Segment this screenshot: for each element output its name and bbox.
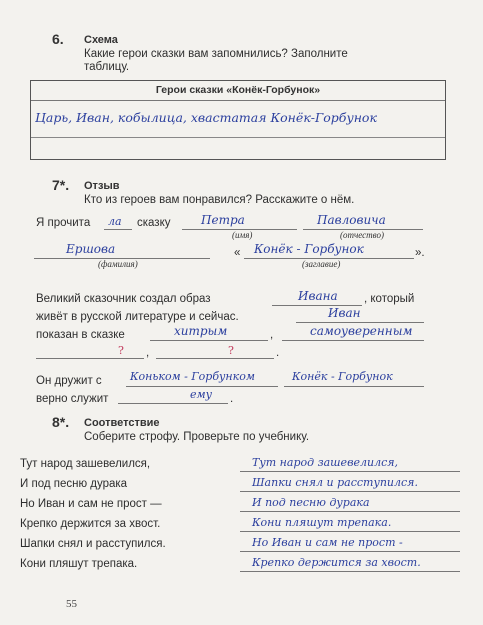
poem-line-4: Крепко держится за хвост. [20, 518, 161, 530]
exercise-6-task-line1: Какие герои сказки вам запомнились? Заполните [84, 48, 348, 60]
image-answer[interactable]: Ивана [298, 289, 338, 303]
first-name-answer[interactable]: Петра [201, 213, 245, 227]
table-row-line [31, 137, 445, 138]
answer-rule-1 [240, 471, 460, 472]
paragraph-line2: живёт в русской литературе и сейчас. [36, 311, 239, 323]
hero-answer[interactable]: Иван [328, 306, 361, 320]
poem-line-5: Шапки снял и расступился. [20, 538, 166, 550]
page-number: 55 [66, 598, 77, 610]
trait-period: . [276, 347, 280, 359]
trait-comma-2: , [146, 347, 150, 359]
read-ending-answer[interactable]: ла [108, 215, 122, 228]
answer-rule-5 [240, 551, 460, 552]
patronymic-answer[interactable]: Павловича [317, 213, 386, 227]
exercise-6-title: Схема [84, 34, 118, 46]
exercise-6-task-line2: таблицу. [84, 61, 130, 73]
friend-answer-2[interactable]: Конёк - Горбунок [292, 370, 393, 383]
patronymic-label: (отчество) [340, 230, 384, 240]
trait-line-4 [156, 358, 274, 359]
poem-line-3: Но Иван и сам не прост — [20, 498, 162, 510]
exercise-7-title: Отзыв [84, 180, 120, 192]
exercise-7-number: 7*. [52, 177, 70, 193]
paragraph-line1: Великий сказочник создал образ [36, 293, 211, 305]
heroes-table [30, 80, 446, 160]
friend-line-1 [126, 386, 278, 387]
question-mark-2: ? [228, 344, 234, 357]
trait-line-3 [36, 358, 144, 359]
serves-line [118, 403, 228, 404]
read-ending-line [104, 229, 132, 230]
first-name-label: (имя) [232, 230, 253, 240]
answer-line-6[interactable]: Крепко держится за хвост. [252, 556, 421, 569]
answer-rule-6 [240, 571, 460, 572]
poem-line-2: И под песню дурака [20, 478, 128, 490]
paragraph-line1-end: , который [364, 293, 415, 305]
question-mark-1: ? [118, 344, 124, 357]
trait-line-1 [150, 340, 268, 341]
trait-answer-1[interactable]: хитрым [174, 324, 228, 338]
serves-prefix: верно служит [36, 393, 109, 405]
quote-open: « [234, 247, 241, 259]
trait-line-2 [282, 340, 424, 341]
exercise-6-number: 6. [52, 31, 64, 47]
exercise-7-task: Кто из героев вам понравился? Расскажите о нём. [84, 194, 355, 206]
answer-rule-3 [240, 511, 460, 512]
trait-comma: , [270, 329, 274, 341]
exercise-8-title: Соответствие [84, 417, 160, 429]
answer-rule-2 [240, 491, 460, 492]
serves-answer[interactable]: ему [190, 388, 213, 401]
read-prefix: Я прочита [36, 217, 91, 229]
poem-line-1: Тут народ зашевелился, [20, 458, 151, 470]
serves-period: . [230, 393, 234, 405]
answer-line-5[interactable]: Но Иван и сам не прост - [252, 536, 403, 549]
paragraph-line3: показан в сказке [36, 329, 125, 341]
exercise-8-number: 8*. [52, 414, 70, 430]
answer-line-3[interactable]: И под песню дурака [252, 496, 370, 509]
friends-prefix: Он дружит с [36, 375, 102, 387]
table-answer[interactable]: Царь, Иван, кобылица, хвастатая Конёк-Горбунок [35, 110, 377, 125]
table-header: Герои сказки «Конёк-Горбунок» [31, 81, 445, 101]
friend-answer-1[interactable]: Коньком - Горбунком [130, 370, 255, 383]
surname-answer[interactable]: Ершова [66, 242, 116, 256]
answer-line-1[interactable]: Тут народ зашевелился, [252, 456, 399, 469]
answer-line-2[interactable]: Шапки снял и расступился. [252, 476, 418, 489]
poem-line-6: Кони пляшут трепака. [20, 558, 138, 570]
answer-rule-4 [240, 531, 460, 532]
exercise-8-task: Соберите строфу. Проверьте по учебнику. [84, 431, 310, 443]
title-label: (заглавие) [302, 259, 341, 269]
friend-line-2 [284, 386, 424, 387]
quote-close: ». [415, 247, 425, 259]
hero-line [296, 322, 424, 323]
trait-answer-2[interactable]: самоуверенным [310, 324, 413, 338]
tale-word: сказку [137, 217, 171, 229]
answer-line-4[interactable]: Кони пляшут трепака. [252, 516, 392, 529]
title-answer[interactable]: Конёк - Горбунок [254, 242, 364, 256]
surname-label: (фамилия) [98, 259, 138, 269]
